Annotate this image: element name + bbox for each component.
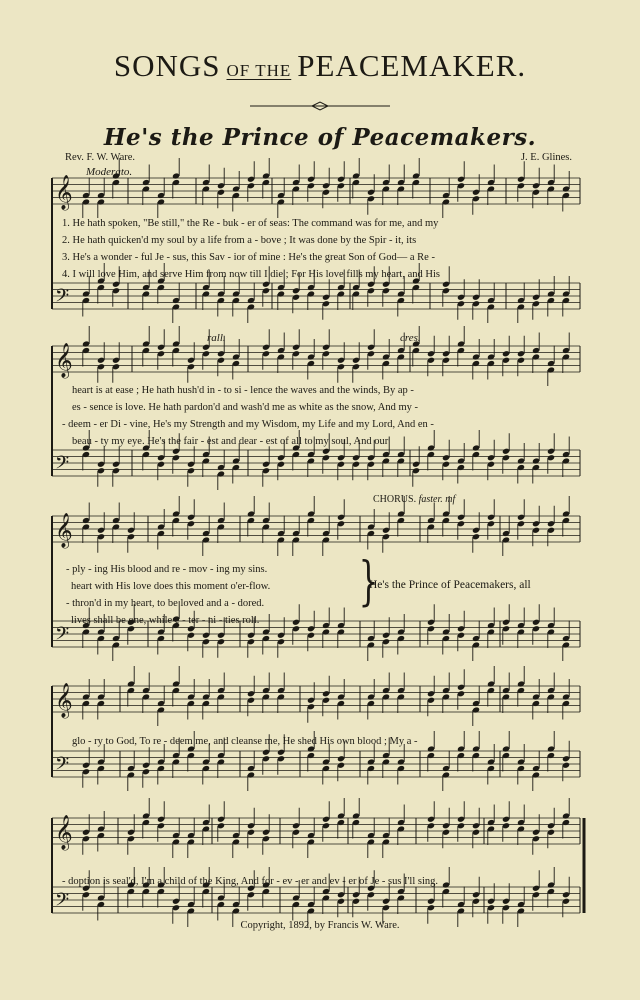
lyric-line: 1. He hath spoken, "Be still," the Re - buk - er of seas: The command was for me, and my <box>62 218 439 229</box>
lyric-line: heart is at ease ; He hath hush'd in - to si - lence the waves and the winds, By ap - <box>72 385 414 396</box>
treble-clef-icon: 𝄞 <box>55 683 73 718</box>
verse-brace: } <box>358 552 379 612</box>
cres-marking: cres. <box>400 332 421 344</box>
lyric-line: - deem - er Di - vine, He's my Strength and my Wisdom, my Life and my Lord, And en - <box>62 419 434 430</box>
tempo-marking: Moderato. <box>86 166 133 178</box>
lyric-line: glo - ry to God, To re - deem me, and cleanse me, He shed His own blood ; My a - <box>72 736 418 747</box>
lyric-line: heart with His love does this moment o'er-flow. <box>71 581 271 592</box>
lyric-line: es - sence is love. He hath pardon'd and wash'd me as white as the snow, And my - <box>72 402 419 413</box>
bass-clef-icon: 𝄢 <box>55 754 70 779</box>
treble-clef-icon: 𝄞 <box>55 343 73 378</box>
chorus-lyric: He's the Prince of Peacemakers, all <box>369 579 531 591</box>
lyric-line: lives shall be one, while e - ter - ni - ties roll. <box>71 615 260 626</box>
treble-clef-icon: 𝄞 <box>55 175 73 210</box>
treble-clef-icon: 𝄞 <box>55 513 73 548</box>
treble-clef-icon: 𝄞 <box>55 815 73 850</box>
author-credit: Rev. F. W. Ware. <box>65 152 136 163</box>
lyric-line: - doption is seal'd, I'm a child of the King, And for - ev - er and ev - er of Je - sus I'll sing. <box>62 876 439 887</box>
bass-clef-icon: 𝄢 <box>55 890 70 915</box>
hymn-title: He's the Prince of Peacemakers. <box>103 124 537 151</box>
lyric-line: beau - ty my eye. He's the fair - est and dear - est of all to my soul, And our <box>72 436 389 447</box>
lyric-line: 3. He's a wonder - ful Je - sus, this Sav - ior of mine : He's the great Son of God— a Re - <box>62 252 435 263</box>
bass-clef-icon: 𝄢 <box>55 286 70 311</box>
copyright-notice: Copyright, 1892, by Francis W. Ware. <box>240 920 400 931</box>
lyric-line: 2. He hath quicken'd my soul by a life from a - bove ; It was done by the Spir - it, its <box>62 235 417 246</box>
lyric-line: - ply - ing His blood and re - mov - ing my sins. <box>66 564 268 575</box>
lyric-line: - thron'd in my heart, to be loved and a - dored. <box>66 598 265 609</box>
bass-clef-icon: 𝄢 <box>55 453 70 478</box>
composer-credit: J. E. Glines. <box>520 152 572 163</box>
lyric-line: 4. I will love Him, and serve Him from now till I die ; For His love fills my heart, and His <box>62 269 440 280</box>
rall-marking: rall. <box>207 332 226 344</box>
bass-clef-icon: 𝄢 <box>55 624 70 649</box>
book-title: SONGS OF THE PEACEMAKER. <box>113 48 527 83</box>
chorus-label: CHORUS. faster. mf <box>373 494 456 505</box>
